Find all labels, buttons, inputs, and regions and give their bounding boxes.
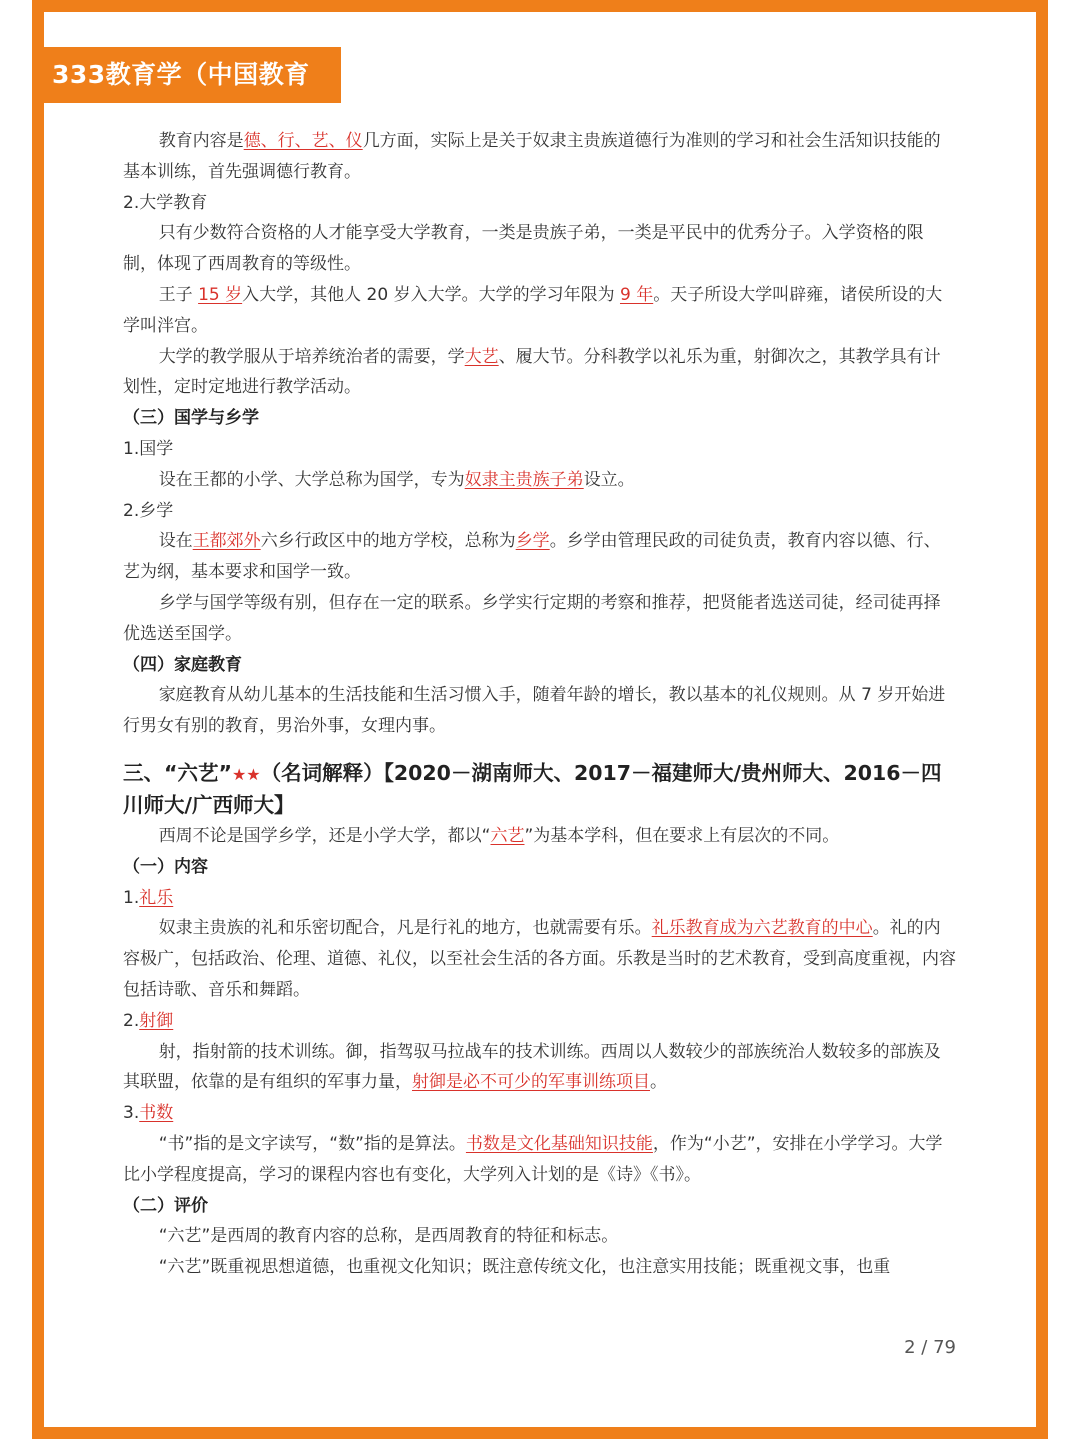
subheading-guoxue: 1.国学 (123, 438, 174, 459)
header-banner: 333教育学（中国教育史） (44, 47, 341, 103)
paragraph: 大学的教学服从于培养统治者的需要，学大艺、履大节。分科教学以礼乐为重，射御次之，其教学具有计划性，定时定地进行教学活动。 (123, 346, 941, 398)
paragraph: 设在王都的小学、大学总称为国学，专为奴隶主贵族子弟设立。 (158, 469, 635, 490)
paragraph: 射，指射箭的技术训练。御，指驾驭马拉战车的技术训练。西周以人数较少的部族统治人数较多的部族及其联盟，依靠的是有组织的军事力量，射御是必不可少的军事训练项目。 (123, 1041, 941, 1093)
paragraph: 家庭教育从幼儿基本的生活技能和生活习惯入手，随着年龄的增长，教以基本的礼仪规则。从 7 岁开始进行男女有别的教育，男治外事，女理内事。 (123, 685, 946, 737)
paragraph: 只有少数符合资格的人才能享受大学教育，一类是贵族子弟，一类是平民中的优秀分子。入学资格的限制，体现了西周教育的等级性。 (123, 223, 924, 275)
star-icon: ★★ (231, 764, 261, 784)
document-body (123, 126, 957, 1283)
section-heading-pingjia: （二）评价 (123, 1195, 208, 1216)
section-title-liuyi: 三、“六艺”★★（名词解释）【2020－湖南师大、2017－福建师大/贵州师大、2016－四川师大/广西师大】 (123, 760, 942, 817)
section-heading-guoxue-xiangxue: （三）国学与乡学 (123, 408, 259, 429)
paragraph: “六艺”是西周的教育内容的总称，是西周教育的特征和标志。 (158, 1226, 619, 1247)
section-heading-neirong: （一）内容 (123, 856, 208, 877)
page-number: 2 / 79 (904, 1337, 956, 1358)
subheading-yuele: 1.礼乐 (123, 887, 174, 908)
paragraph: 教育内容是德、行、艺、仪几方面，实际上是关于奴隶主贵族道德行为准则的学习和社会生活知识技能的基本训练，首先强调德行教育。 (123, 131, 941, 182)
paragraph: “六艺”既重视思想道德，也重视文化知识；既注意传统文化，也注意实用技能；既重视文事，也重 (158, 1257, 891, 1278)
subheading-sheyu: 2.射御 (123, 1010, 174, 1031)
paragraph: 设在王都郊外六乡行政区中的地方学校，总称为乡学。乡学由管理民政的司徒负责，教育内容以德、行、艺为纲，基本要求和国学一致。 (123, 531, 941, 583)
paragraph: 乡学与国学等级有别，但存在一定的联系。乡学实行定期的考察和推荐，把贤能者选送司徒，经司徒再择优选送至国学。 (123, 592, 941, 644)
subheading-shushu: 3.书数 (123, 1103, 174, 1124)
section-heading-jiating: （四）家庭教育 (123, 654, 242, 675)
subheading-daxue: 2.大学教育 (123, 192, 208, 213)
spacer (123, 742, 957, 758)
paragraph: “书”指的是文字读写，“数”指的是算法。书数是文化基础知识技能，作为“小艺”，安排在小学学习。大学比小学程度提高，学习的课程内容也有变化，大学列入计划的是《诗》《书》。 (123, 1133, 943, 1185)
paragraph: 西周不论是国学乡学，还是小学大学，都以“六艺”为基本学科，但在要求上有层次的不同。 (158, 825, 840, 846)
subheading-xiangxue: 2.乡学 (123, 500, 174, 521)
paragraph: 奴隶主贵族的礼和乐密切配合，凡是行礼的地方，也就需要有乐。礼乐教育成为六艺教育的中心。礼的内容极广，包括政治、伦理、道德、礼仪，以至社会生活的各方面。乐教是当时的艺术教育，受到高度重视，内容包括诗歌、音乐和舞蹈。 (123, 918, 956, 1000)
paragraph: 王子 15 岁入大学，其他人 20 岁入大学。大学的学习年限为 9 年。天子所设大学叫辟雍，诸侯所设的大学叫泮宫。 (123, 284, 943, 336)
frame-bottom-border (32, 1427, 1048, 1439)
